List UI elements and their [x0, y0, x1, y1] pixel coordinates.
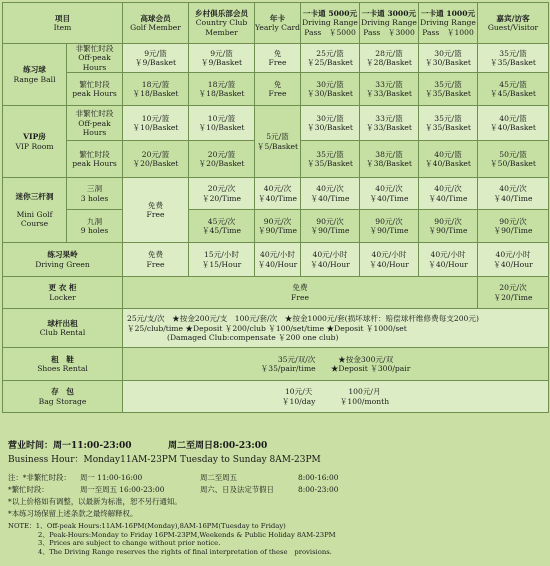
- price-cell: 10元/篮 ￥10/Basket: [123, 106, 189, 141]
- price-cell: 35元/篮 ￥35/Basket: [419, 73, 478, 106]
- price-cell: 免 Free: [255, 73, 301, 106]
- price-cell: 20元/篮 ￥20/Basket: [189, 141, 255, 178]
- note-en-1: NOTE：1、Off-peak Hours:11AM-16PM(Monday),8AM-16PM(Tuesday to Friday): [8, 522, 286, 530]
- mini-golf-golf-member-cell: 免费 Free: [123, 178, 189, 243]
- notes-english: [8, 522, 336, 556]
- vip-offpeak-row: [3, 106, 549, 141]
- bag-storage-day: 10元/天 ￥10/day: [281, 387, 316, 406]
- header-yearly-card: 年卡 Yearly Card: [255, 3, 301, 44]
- peak-label: 繁忙时段 peak Hours: [67, 73, 123, 106]
- driving-green-label: 练习果岭 Driving Green: [3, 243, 123, 277]
- price-cell: 50元/篮 ￥50/Basket: [478, 141, 549, 178]
- price-cell: 38元/篮 ￥38/Basket: [360, 141, 419, 178]
- price-cell: 28元/篮 ￥28/Basket: [360, 44, 419, 73]
- notes-chinese: [8, 472, 338, 520]
- peak-label: 繁忙时段 peak Hours: [67, 141, 123, 178]
- club-rental-label: 球杆出租 Club Rental: [3, 309, 123, 348]
- price-cell: 10元/篮 ￥10/Basket: [189, 106, 255, 141]
- bag-storage-label: 存 包 Bag Storage: [3, 381, 123, 413]
- offpeak-label: 非繁忙时段 Off-peak Hours: [67, 106, 123, 141]
- note-en-2: 2、Peak-Hours:Monday to Friday 16PM-23PM,Weekends & Public Holiday 8AM-23PM: [38, 530, 336, 539]
- price-cell: 40元/篮 ￥40/Basket: [478, 106, 549, 141]
- price-cell: 40元/篮 ￥40/Basket: [419, 141, 478, 178]
- note-peak: *繁忙时段： 周一至周五 16:00-23:00 周六、日及法定节假日 8:00-23:00: [8, 485, 339, 494]
- price-cell: 90元/次 ￥90/Time: [478, 210, 549, 243]
- mini-golf-3holes-row: [3, 178, 549, 210]
- vip-room-label: VIP房 VIP Room: [3, 106, 67, 178]
- header-pass-5000: 一卡通 5000元 Driving Range Pass ￥5000: [301, 3, 360, 44]
- price-cell: 40元/次 ￥40/Time: [301, 178, 360, 210]
- range-ball-peak-row: [3, 73, 549, 106]
- price-cell: 30元/篮 ￥30/Basket: [301, 106, 360, 141]
- price-cell: 45元/篮 ￥45/Basket: [478, 73, 549, 106]
- price-cell: 40元/小时 ￥40/Hour: [478, 243, 549, 277]
- nine-holes-label: 九洞 9 holes: [67, 210, 123, 243]
- header-row: [3, 3, 549, 44]
- shoes-rental-cell: 35元/双/次 ★按金300元/双 ￥35/pair/time ★Deposit ￥300/pair: [123, 348, 549, 381]
- note-en-3: 3、Prices are subject to change without prior notice.: [38, 539, 221, 548]
- hours-zh-monday: 营业时间：周一11:00-23:00: [8, 441, 132, 451]
- price-cell: 40元/小时 ￥40/Hour: [301, 243, 360, 277]
- price-cell: 18元/篮 ￥18/Basket: [123, 73, 189, 106]
- price-cell: 30元/篮 ￥30/Basket: [301, 73, 360, 106]
- price-cell: 15元/小时 ￥15/Hour: [189, 243, 255, 277]
- price-cell: 90元/次 ￥90/Time: [255, 210, 301, 243]
- price-cell: 免 Free: [255, 44, 301, 73]
- note-en-4: 4、The Driving Range reserves the rights of final interpretation of these provisions.: [38, 547, 332, 556]
- price-cell: 35元/篮 ￥35/Basket: [301, 141, 360, 178]
- header-guest-visitor: 嘉宾/访客 Guest/Visitor: [478, 3, 549, 44]
- price-cell: 18元/篮 ￥18/Basket: [189, 73, 255, 106]
- club-rental-row: [3, 309, 549, 348]
- shoes-rental-label: 租 鞋 Shoes Rental: [3, 348, 123, 381]
- locker-row: [3, 277, 549, 309]
- price-cell: 40元/次 ￥40/Time: [360, 178, 419, 210]
- range-ball-offpeak-row: [3, 44, 549, 73]
- price-cell: 20元/篮 ￥20/Basket: [123, 141, 189, 178]
- three-holes-label: 三洞 3 holes: [67, 178, 123, 210]
- bag-storage-cell: [123, 381, 549, 413]
- locker-label: 更 衣 柜 Locker: [3, 277, 123, 309]
- price-cell: 40元/小时 ￥40/Hour: [255, 243, 301, 277]
- price-table: [2, 2, 549, 413]
- locker-free-cell: 免费 Free: [123, 277, 478, 309]
- vip-yearly-cell: 5元/篮 ￥5/Basket: [255, 106, 301, 178]
- price-cell: 免费 Free: [123, 243, 189, 277]
- hours-zh-week: 周二至周日8:00-23:00: [168, 441, 268, 451]
- header-pass-3000: 一卡通 3000元 Driving Range Pass ￥3000: [360, 3, 419, 44]
- header-golf-member: 高球会员 Golf Member: [123, 3, 189, 44]
- price-cell: 25元/篮 ￥25/Basket: [301, 44, 360, 73]
- mini-golf-label: 迷你三杆洞 Mini Golf Course: [3, 178, 67, 243]
- bag-storage-row: [3, 381, 549, 413]
- note-offpeak: 注：*非繁忙时段： 周一 11:00-16:00 周二至周五 8:00-16:00: [8, 473, 339, 482]
- hours-en-week: Tuesday to Sunday 8AM-23PM: [180, 455, 321, 465]
- price-cell: 9元/篮 ￥9/Basket: [189, 44, 255, 73]
- header-pass-1000: 一卡通 1000元 Driving Range Pass ￥1000: [419, 3, 478, 44]
- price-cell: 35元/篮 ￥35/Basket: [419, 106, 478, 141]
- hours-en-monday: Business Hour：Monday11AM-23PM: [8, 455, 178, 465]
- price-cell: 90元/次 ￥90/Time: [419, 210, 478, 243]
- club-rental-cell: 25元/支/次 ★按金200元/支 100元/套/次 ★按金1000元/套(损坏球杆：赔偿球杆维修费每支200元) ￥25/club/time ★Deposit ￥200/club ￥100/set/time ★Deposit ￥1000/set (Damaged Club:compensate ￥200 one club): [123, 309, 549, 348]
- offpeak-label: 非繁忙时段 Off-peak Hours: [67, 44, 123, 73]
- price-cell: 90元/次 ￥90/Time: [301, 210, 360, 243]
- price-cell: 30元/篮 ￥30/Basket: [419, 44, 478, 73]
- price-cell: 20元/次 ￥20/Time: [189, 178, 255, 210]
- price-cell: 40元/小时 ￥40/Hour: [360, 243, 419, 277]
- price-cell: 40元/次 ￥40/Time: [419, 178, 478, 210]
- note-price-change: *以上价格如有调整，以最新为标准，恕不另行通知。: [8, 497, 182, 506]
- header-country-club: 乡村俱乐部会员 Country Club Member: [189, 3, 255, 44]
- shoes-rental-row: [3, 348, 549, 381]
- price-cell: 45元/次 ￥45/Time: [189, 210, 255, 243]
- locker-guest-cell: 20元/次 ￥20/Time: [478, 277, 549, 309]
- price-cell: 40元/次 ￥40/Time: [478, 178, 549, 210]
- price-cell: 90元/次 ￥90/Time: [360, 210, 419, 243]
- driving-green-row: [3, 243, 549, 277]
- price-cell: 33元/篮 ￥33/Basket: [360, 106, 419, 141]
- mini-golf-9holes-row: [3, 210, 549, 243]
- price-cell: 33元/篮 ￥33/Basket: [360, 73, 419, 106]
- price-cell: 35元/篮 ￥35/Basket: [478, 44, 549, 73]
- header-item: 项目 Item: [3, 3, 123, 44]
- price-cell: 40元/小时 ￥40/Hour: [419, 243, 478, 277]
- business-hours: [8, 438, 321, 466]
- bag-storage-month: 100元/月 ￥100/month: [339, 387, 390, 406]
- range-ball-label: 练习球 Range Ball: [3, 44, 67, 106]
- price-cell: 9元/篮 ￥9/Basket: [123, 44, 189, 73]
- price-cell: 40元/次 ￥40/Time: [255, 178, 301, 210]
- note-interpretation: *本练习场保留上述条款之最终解释权。: [8, 509, 138, 518]
